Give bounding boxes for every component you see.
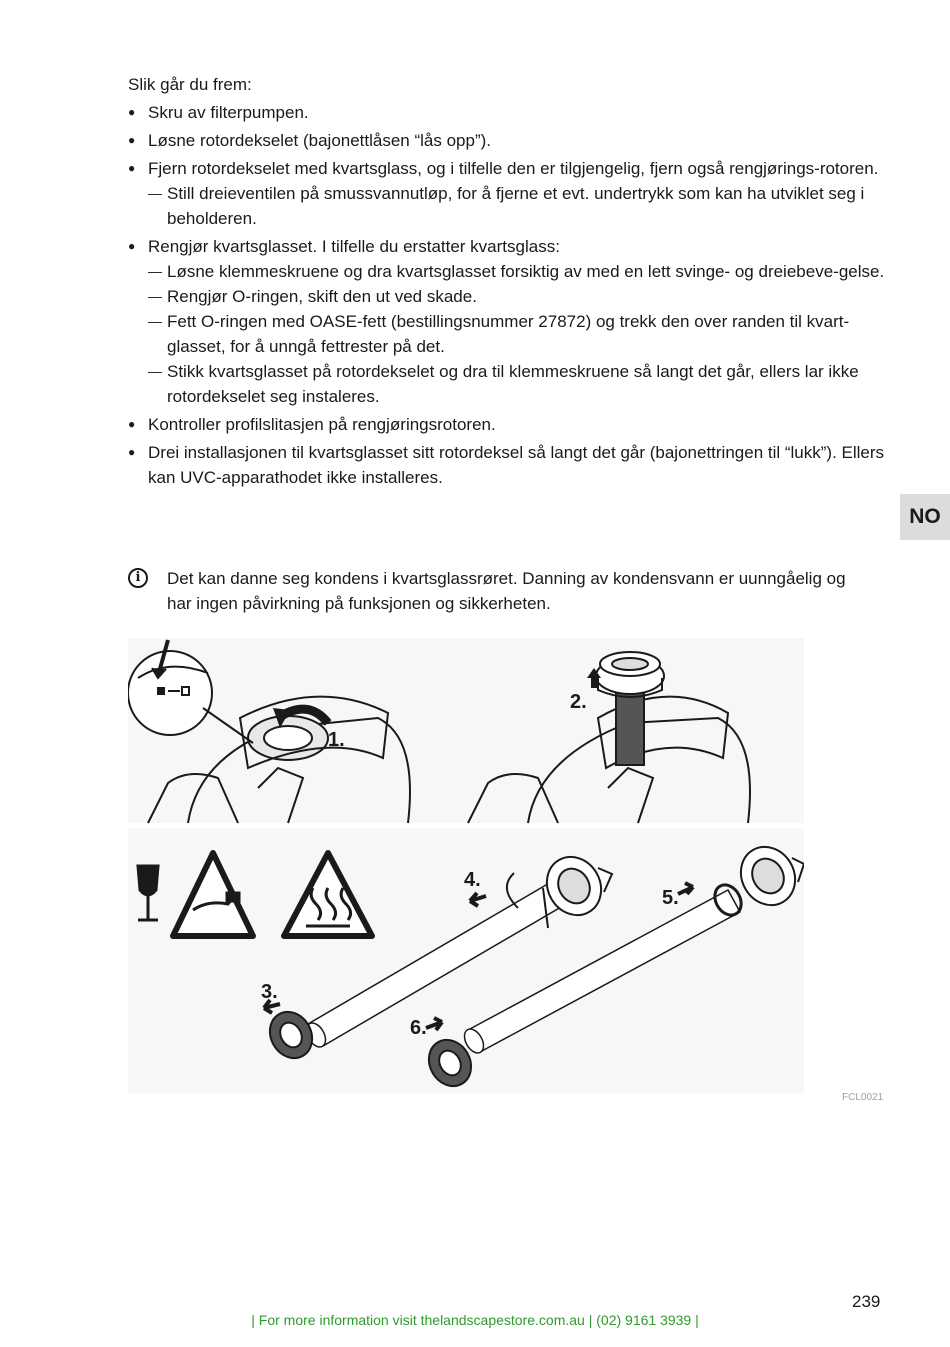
step-item — [128, 156, 888, 231]
substep-list — [148, 259, 888, 409]
step-text: Løsne rotordekselet (bajonettlåsen “lås opp”). — [148, 131, 492, 150]
substep-item: — Still dreieventilen på smussvannutløp, for å fjerne et evt. undertrykk som kan ha utviklet seg i beholderen. — [148, 181, 888, 231]
installation-illustration — [128, 638, 804, 1093]
step-label-6: 6. — [410, 1017, 427, 1039]
info-note — [128, 566, 868, 616]
step-label-5: 5. — [662, 887, 679, 909]
step-label-4: 4. — [464, 869, 481, 891]
note-text: Det kan danne seg kondens i kvartsglassrøret. Danning av kondensvann er uunngåelig og har ingen påvirkning på funksjonen og sikkerheten. — [167, 569, 846, 613]
step-item — [128, 412, 888, 437]
step-text: Kontroller profilslitasjen på rengjøringsrotoren. — [148, 415, 496, 434]
substep-item: — Løsne klemmeskruene og dra kvartsglasset forsiktig av med en lett svinge- og dreiebeve-gelse. — [148, 259, 888, 284]
substep-list — [148, 181, 888, 231]
substep-item: — Rengjør O-ringen, skift den ut ved skade. — [148, 284, 888, 309]
footer-contact: | For more information visit thelandscapestore.com.au | (02) 9161 3939 | — [251, 1312, 699, 1328]
step-item — [128, 128, 888, 153]
step-label-1: 1. — [328, 729, 345, 751]
step-item — [128, 100, 888, 125]
step-text: Skru av filterpumpen. — [148, 103, 309, 122]
substep-item: — Fett O-ringen med OASE-fett (bestillingsnummer 27872) og trekk den over randen til kvart-glasset, for å unngå fettrester på det. — [148, 309, 888, 359]
page-number: 239 — [852, 1292, 881, 1311]
step-text: Drei installasjonen til kvartsglasset sitt rotordeksel så langt det går (bajonettringen til “lukk”). Ellers kan UVC-apparathodet ikke installeres. — [148, 443, 885, 487]
language-tab: NO — [900, 494, 950, 540]
instructions — [128, 72, 888, 493]
substep-item: — Stikk kvartsglasset på rotordekselet og dra til klemmeskruene så langt det går, ellers lar ikke rotordekselet seg instaleres. — [148, 359, 888, 409]
step-item — [128, 440, 888, 490]
intro-text: Slik går du frem: — [128, 75, 252, 94]
step-label-3: 3. — [261, 981, 278, 1003]
info-icon: i — [128, 568, 148, 588]
step-list — [128, 100, 888, 490]
device-panel — [128, 638, 804, 823]
figure-code: FCL0021 — [842, 1092, 884, 1103]
step-label-2: 2. — [570, 691, 587, 713]
step-text: Fjern rotordekselet med kvartsglass, og i tilfelle den er tilgjengelig, fjern også rengjørings-rotoren. — [148, 159, 879, 178]
step-item — [128, 234, 888, 409]
step-text: Rengjør kvartsglasset. I tilfelle du erstatter kvartsglass: — [148, 237, 560, 256]
